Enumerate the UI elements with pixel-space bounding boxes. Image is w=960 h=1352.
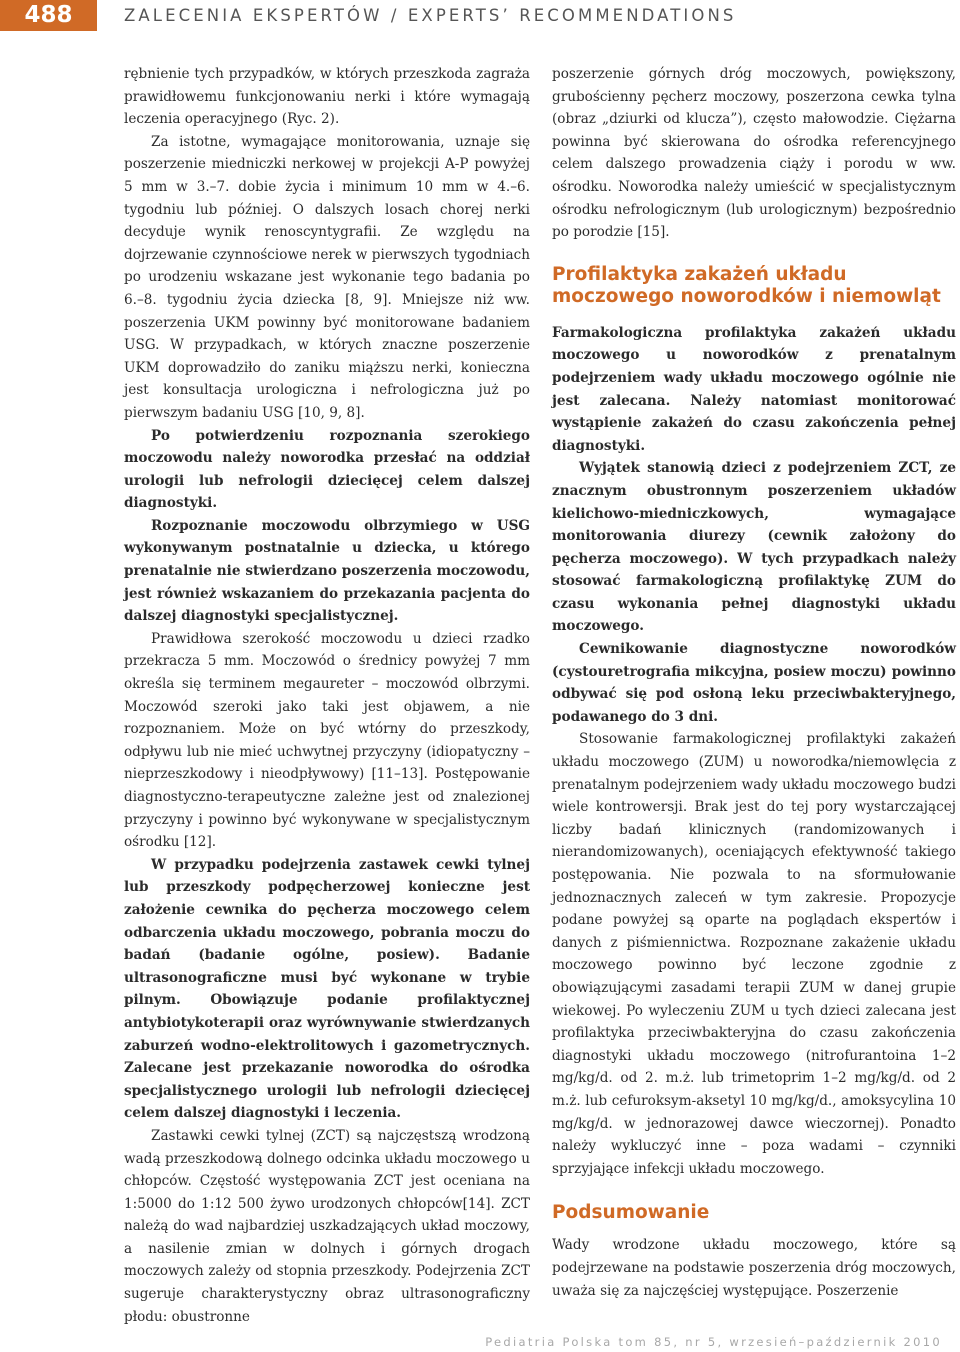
left-column [124, 63, 530, 1328]
section-heading-prophylaxis: Profilaktyka zakażeń układu moczowego noworodków i niemowląt [552, 263, 941, 307]
section-heading-summary: Podsumowanie [552, 1202, 710, 1224]
paragraph-bold: Farmakologiczna profilaktyka zakażeń układu moczowego u noworodków z prenatalnym podejrzeniem wady układu moczowego ogólnie nie jest zalecana. Należy natomiast monitorować wystąpienie zakażeń do czasu zakończenia pełnej diagnostyki. [552, 324, 956, 454]
paragraph-bold: Cewnikowanie diagnostyczne noworodków (cystouretrografia mikcyjna, posiew moczu) powinno odbywać się pod osłoną leku przeciwbakteryjnego, podawanego do 3 dni. [552, 641, 956, 725]
paragraph-bold: Rozpoznanie moczowodu olbrzymiego w USG wykonywanym postnatalnie u dziecka, u którego prenatalnie nie stwierdzano poszerzenia moczowodu, jest również wskazaniem do przekazania pacjenta do dalszej diagnostyki specjalistycznej. [124, 517, 530, 625]
paragraph: rębnienie tych przypadków, w których przeszkoda zagraża prawidłowemu funkcjonowaniu nerki i które wymagają leczenia operacyjnego (Ryc. 2). [124, 66, 530, 128]
journal-footer: Pediatria Polska tom 85, nr 5, wrzesień–październik 2010 [485, 1335, 942, 1349]
page-number: 488 [0, 0, 97, 31]
paragraph: Zastawki cewki tylnej (ZCT) są najczęstszą wrodzoną wadą przeszkodową dolnego odcinka układu moczowego u chłopców. Częstość występowania ZCT jest oceniana na 1:5000 do 1:12 500 żywo urodzonych chłopców[14]. ZCT należą do wad najbardziej uszkadzających układ moczowy, a nasilenie zmian w dolnych i górnych drogach moczowych zależy od stopnia przeszkody. Podejrzenia ZCT sugeruje charakterystyczny obraz ultrasonograficzny płodu: obustronne [124, 1127, 530, 1325]
paragraph: Wady wrodzone układu moczowego, które są podejrzewane na podstawie poszerzenia dróg moczowych, uważa się za najczęściej występujące. Poszerzenie [552, 1237, 956, 1299]
paragraph: Prawidłowa szerokość moczowodu u dzieci rzadko przekracza 5 mm. Moczowód o średnicy powyżej 7 mm określa się terminem megaureter – moczowód olbrzymi. Moczowód szeroki jako taki jest objawem, a nie rozpoznaniem. Może on być wtórny do przeszkody, odpływu lub nie mieć uchwytnej przyczyny (idiopatyczny – nieprzeszkodowy i nieodpływowy) [11–13]. Postępowanie diagnostyczno-terapeutyczne zależne jest od znalezionej przyczyny i powinno być wykonywane w specjalistycznym ośrodku [12]. [124, 630, 530, 851]
running-header-title: ZALECENIA EKSPERTÓW / EXPERTS’ RECOMMENDATIONS [124, 6, 737, 25]
paragraph: poszerzenie górnych dróg moczowych, powiększony, grubościenny pęcherz moczowy, poszerzona cewka tylna (obraz „dziurki od klucza”), często małowodzie. Ciężarna powinna być skierowana do ośrodka referencyjnego celem dalszego prowadzenia ciąży i porodu w ww. ośrodku. Noworodka należy umieścić w specjalistycznym ośrodku nefrologicznym (lub urologicznym) bezpośrednio po porodzie [15]. [552, 66, 956, 241]
right-column [552, 63, 956, 1302]
page-header [0, 0, 960, 31]
paragraph: Za istotne, wymagające monitorowania, uznaje się poszerzenie miedniczki nerkowej w projekcji A-P powyżej 5 mm w 3.–7. dobie życia i minimum 10 mm w 4.–6. tygodniu lub później. O dalszych losach chorej nerki decyduje wynik renoscyntygrafii. Ze względu na dojrzewanie czynnościowe nerek w pierwszych tygodniach po urodzeniu wskazane jest wykonanie tego badania po 6.–8. tygodniu życia dziecka [8, 9]. Mniejsze niż ww. poszerzenia UKM powinny być monitorowane badaniem USG. W przypadkach, w których znaczne poszerzenie UKM doprowadziło do zaniku miąższu nerki, konieczna jest konsultacja urologiczna i nefrologiczna już po pierwszym badaniu USG [10, 9, 8]. [124, 133, 530, 421]
paragraph: Stosowanie farmakologicznej profilaktyki zakażeń układu moczowego (ZUM) u noworodka/niemowlęcia z prenatalnym podejrzeniem wady układu moczowego budzi wiele kontrowersji. Brak jest do tej pory wystarczającej liczby badań klinicznych (randomizowanych i nierandomizowanych), oceniających efektywność takiego postępowania. Nie pozwala to na sformułowanie jednoznacznych zaleceń w tym zakresie. Propozycje podane powyżej są oparte na poglądach ekspertów i danych z piśmiennictwa. Rozpoznane zakażenie układu moczowego powinno być leczone zgodnie z obowiązującymi zasadami terapii ZUM w danej grupie wiekowej. Po wyleczeniu ZUM u tych dzieci zalecana jest profilaktyka przeciwbakteryjna do czasu zakończenia diagnostyki układu moczowego (nitrofurantoina 1–2 mg/kg/d. od 2. m.ż. lub trimetoprim 1–2 mg/kg/d. od 2 m.ż. lub cefuroksym-aksetyl 10 mg/kg/d., amoksycylina 10 mg/kg/d. w jednorazowej dawce wieczornej). Ponadto należy wykluczyć inne – poza wadami – czynniki sprzyjające infekcji układu moczowego. [552, 731, 956, 1177]
paragraph-bold: Po potwierdzeniu rozpoznania szerokiego moczowodu należy noworodka przesłać na oddział urologii lub nefrologii dziecięcej celem dalszej diagnostyki. [124, 427, 530, 512]
paragraph-bold: Wyjątek stanowią dzieci z podejrzeniem ZCT, ze znacznym obustronnym poszerzeniem układów kielichowo-miedniczkowych, wymagające monitorowania diurezy (cewnik założony do pęcherza moczowego). W tych przypadkach należy stosować farmakologiczną profilaktykę ZUM do czasu wykonania pełnej diagnostyki układu moczowego. [552, 460, 956, 635]
paragraph-bold: W przypadku podejrzenia zastawek cewki tylnej lub przeszkody podpęcherzowej konieczne jest założenie cewnika do pęcherza moczowego celem odbarczenia układu moczowego, pobrania moczu do badań (badanie ogólne, posiew). Badanie ultrasonograficzne musi być wykonane w trybie pilnym. Obowiązuje podanie profilaktycznej antybiotykoterapii oraz wyrównywanie stwierdzanych zaburzeń wodno-elektrolitowych i gazometrycznych. Zalecane jest przekazanie noworodka do ośrodka specjalistycznego urologii lub nefrologii dziecięcej celem dalszej diagnostyki i leczenia. [124, 856, 530, 1122]
